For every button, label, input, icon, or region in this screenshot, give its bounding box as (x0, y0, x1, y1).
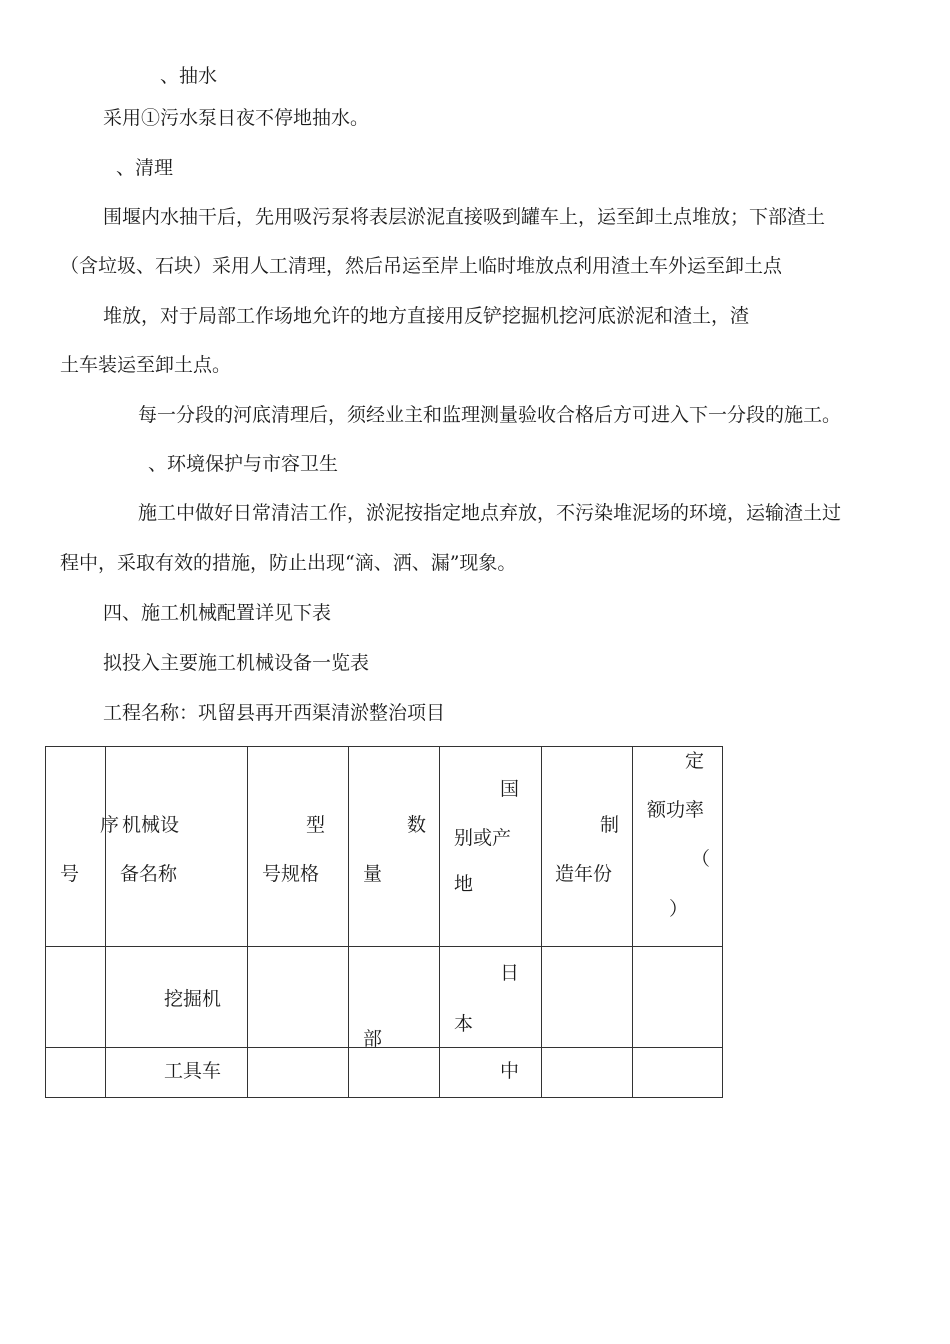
paragraph-line: 程中，采取有效的措施，防止出现“滴、洒、漏”现象。 (60, 552, 517, 574)
paragraph-line: （含垃圾、石块）采用人工清理，然后吊运至岸上临时堆放点利用渣土车外运至卸土点 (60, 255, 783, 277)
header-cell-origin (440, 747, 542, 947)
header-text: 备名称 (120, 863, 178, 885)
table-cell (106, 947, 248, 1048)
table-cell (633, 1048, 723, 1098)
header-cell-quantity (349, 747, 440, 947)
header-text: 序 (100, 814, 120, 836)
table-cell (106, 1048, 248, 1098)
header-text: 地 (454, 873, 474, 895)
paragraph-line: 每一分段的河底清理后，须经业主和监理测量验收合格后方可进入下一分段的施工。 (138, 404, 842, 426)
paragraph-line: 堆放，对于局部工作场地允许的地方直接用反铲挖掘机挖河底淤泥和渣土，渣 (103, 305, 750, 327)
table-cell (542, 1048, 633, 1098)
table-cell (248, 1048, 349, 1098)
table-row (46, 1048, 723, 1098)
header-text: 号规格 (262, 863, 320, 885)
header-text: （ (691, 848, 711, 870)
table-cell (46, 947, 106, 1048)
origin-text: 中 (500, 1060, 520, 1082)
header-cell-manufacture-year (542, 747, 633, 947)
table-cell (633, 947, 723, 1048)
header-text: 别或产 (454, 827, 512, 849)
header-cell-serial (46, 747, 120, 947)
header-text: 造年份 (555, 863, 613, 885)
header-text: 国 (500, 778, 520, 800)
table-header-row (46, 747, 723, 947)
header-text: 数 (407, 814, 427, 836)
table-cell (349, 947, 440, 1048)
table-cell (440, 1048, 542, 1098)
table-row (46, 947, 723, 1048)
section-heading-pumping: 、抽水 (160, 65, 218, 87)
table-cell (46, 1048, 106, 1098)
table-title: 拟投入主要施工机械设备一览表 (103, 652, 370, 674)
equipment-name: 工具车 (164, 1060, 222, 1082)
table-cell (542, 947, 633, 1048)
header-cell-equipment-name (106, 747, 248, 947)
table-cell (248, 947, 349, 1048)
header-text: 定 (685, 750, 705, 772)
section-heading-cleaning: 、清理 (116, 157, 174, 179)
paragraph-line: 施工中做好日常清洁工作，淤泥按指定地点弃放，不污染堆泥场的环境，运输渣土过 (138, 502, 842, 524)
section-heading-environment: 、环境保护与市容卫生 (148, 453, 339, 475)
section-heading-machinery: 四、施工机械配置详见下表 (103, 602, 332, 624)
paragraph-line: 围堰内水抽干后，先用吸污泵将表层淤泥直接吸到罐车上，运至卸土点堆放；下部渣土 (103, 206, 826, 228)
project-name: 工程名称：巩留县再开西渠清淤整治项目 (103, 702, 446, 724)
table-cell (440, 947, 542, 1048)
equipment-name: 挖掘机 (164, 988, 222, 1010)
paragraph-line: 土车装运至卸土点。 (60, 354, 232, 376)
origin-text: 日 (500, 962, 520, 984)
equipment-table (45, 746, 723, 1098)
paragraph-line: 采用①污水泵日夜不停地抽水。 (103, 107, 370, 129)
header-text: 额功率 (647, 799, 705, 821)
header-text: 量 (363, 863, 383, 885)
origin-text: 本 (454, 1013, 474, 1035)
header-text: 机械设 (122, 814, 180, 836)
header-text: 号 (60, 863, 80, 885)
quantity-unit: 部 (363, 1028, 383, 1050)
header-text: 制 (600, 814, 620, 836)
header-text: 型 (306, 814, 326, 836)
table-cell (349, 1048, 440, 1098)
header-cell-model (248, 747, 349, 947)
header-cell-rated-power (633, 747, 723, 947)
header-text: ） (669, 898, 689, 920)
